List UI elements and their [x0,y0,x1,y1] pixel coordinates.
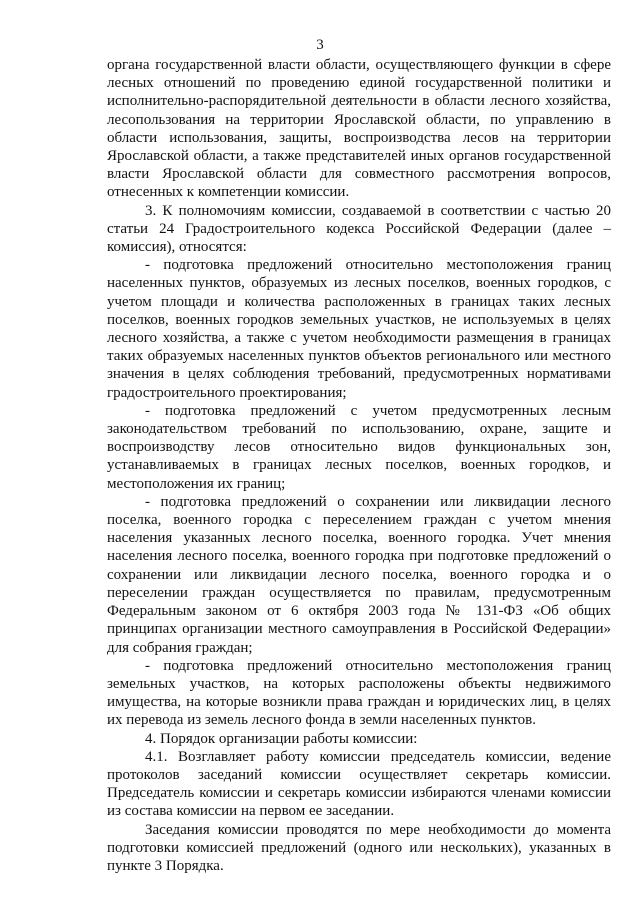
paragraph-commission-powers: 3. К полномочиям комиссии, создаваемой в соответствии с частью 20 статьи 24 Градостроительного кодекса Российской Федерации (далее – комиссия), относятся: [107,202,611,256]
list-item-functional-zones: - подготовка предложений с учетом предусмотренных лесным законодательством требований по использованию, охране, защите и воспроизводству лесов относительно видов функциональных зон, устанавливаемых в границах лесных поселков, военных городков, и местоположения их границ; [107,402,611,492]
list-item-preservation-liquidation: - подготовка предложений о сохранении или ликвидации лесного поселка, военного городка с переселением граждан с учетом мнения населения указанных лесного поселка, военного городка. Учет мнения населения лесного поселка, военного городка при подготовке предложений о сохранении или ликвидации лесного поселка, военного городка и о переселении граждан осуществляется по правилам, предусмотренным Федеральным законом от 6 октября 2003 года № 131-ФЗ «Об общих принципах организации местного самоуправления в Российской Федерации» для собрания граждан; [107,493,611,656]
document-body [107,56,611,875]
list-item-settlement-boundaries: - подготовка предложений относительно местоположения границ населенных пунктов, образуемых из лесных поселков, военных городков, с учетом площади и количества расположенных в границах таких лесных поселков, военных городков земельных участков, не используемых в целях лесного хозяйства, а также с учетом необходимости размещения в границах таких образуемых населенных пунктов объектов регионального или местного значения в целях соблюдения требований, предусмотренных нормативами градостроительного проектирования; [107,257,611,401]
paragraph-work-procedure: 4. Порядок организации работы комиссии: [145,730,418,747]
paragraph-continuation: органа государственной власти области, осуществляющего функции в сфере лесных отношений по проведению единой государственной политики и исполнительно-распорядительной деятельности в области лесного хозяйства, лесопользования на территории Ярославской области, по управлению в области использования, защиты, воспроизводства лесов на территории Ярославской области, а также представителей иных органов государственной власти Ярославской области для совместного рассмотрения вопросов, отнесенных к компетенции комиссии. [107,57,611,201]
list-item-land-plot-boundaries: - подготовка предложений относительно местоположения границ земельных участков, на которых расположены объекты недвижимого имущества, на которые возникли права граждан и юридических лиц, в целях их перевода из земель лесного фонда в земли населенных пунктов. [107,657,611,729]
paragraph-chairman-secretary: 4.1. Возглавляет работу комиссии председатель комиссии, ведение протоколов заседаний комиссии осуществляет секретарь комиссии. Председатель комиссии и секретарь комиссии избираются членами комиссии из состава комиссии на первом ее заседании. [107,748,611,820]
page-number: 3 [316,37,324,53]
paragraph-meetings: Заседания комиссии проводятся по мере необходимости до момента подготовки комиссией предложений (одного или нескольких), указанных в пункте 3 Порядка. [107,821,611,874]
